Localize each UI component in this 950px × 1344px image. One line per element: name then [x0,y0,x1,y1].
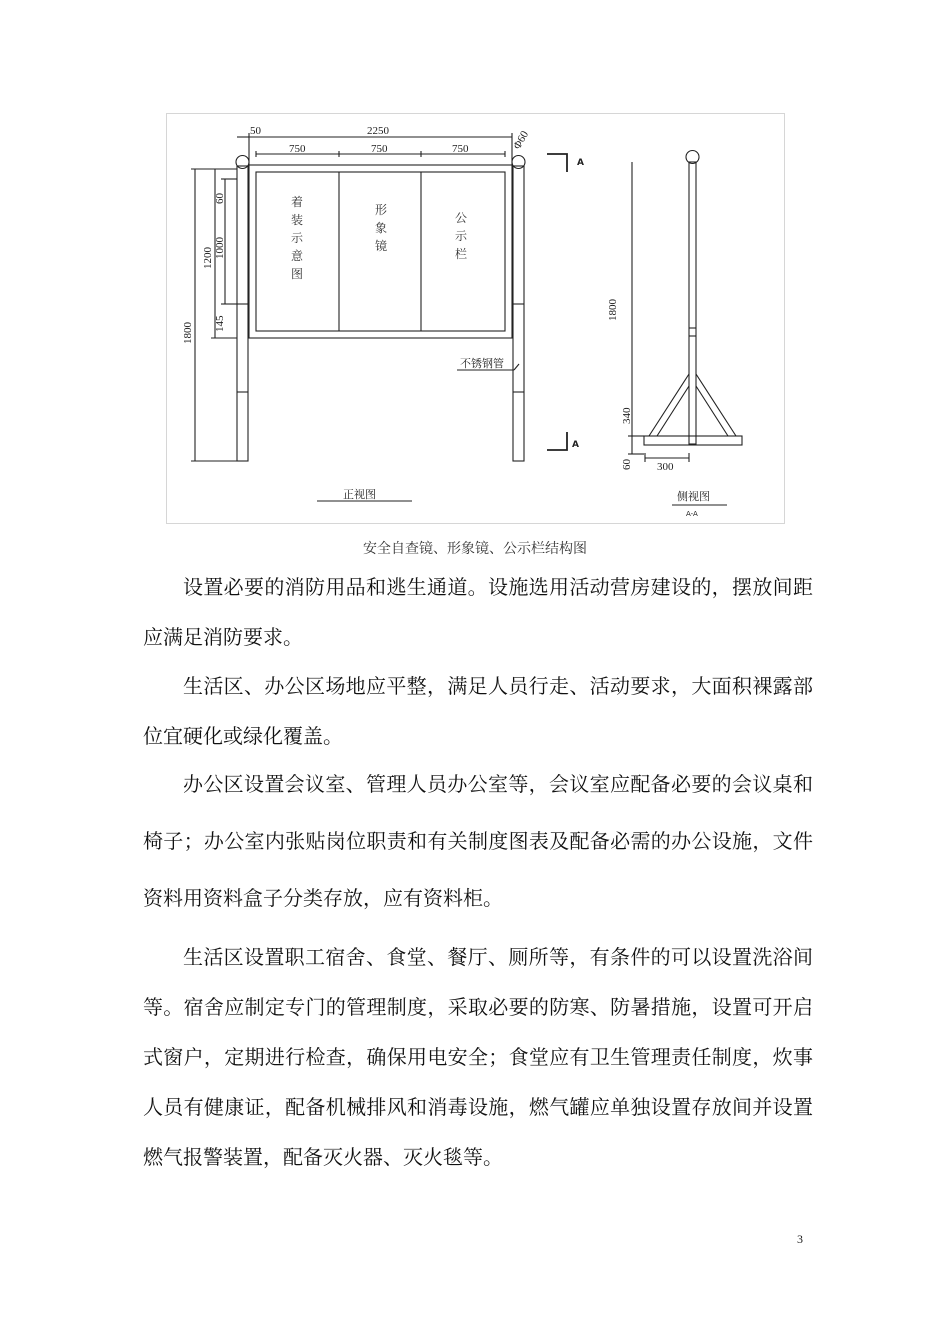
dim-base-half-width: 300 [657,461,674,473]
right-post [513,166,524,461]
dim-post-width: 50 [250,125,261,137]
dim-base-height: 60 [621,459,633,470]
dim-post-diameter: Φ60 [511,129,532,152]
section-marker-top: A [577,158,584,168]
paragraph-site-ground: 生活区、办公区场地应平整，满足人员行走、活动要求，大面积裸露部位宜硬化或绿化覆盖。 [143,674,813,748]
dim-total-width: 2250 [367,125,389,137]
dim-panel-1: 750 [289,143,306,155]
panel-label-char: 镜 [374,239,388,253]
dim-board-height: 1200 [202,247,214,269]
dim-total-height: 1800 [182,322,194,344]
panel-label-char: 示 [454,229,468,243]
panel-label-char: 公 [454,211,468,225]
panel-label-char: 示 [290,231,304,245]
dim-panel-height: 1000 [214,237,226,259]
material-note: 不锈钢管 [460,357,504,370]
side-view-title: 侧视图 [677,490,710,503]
panel-label-char: 着 [290,195,304,209]
section-marker-bottom: A [572,440,579,450]
front-view-title: 正视图 [343,488,376,501]
panel-label-char: 意 [290,249,304,263]
panel-label-notice [455,211,468,261]
figure-caption: 安全自查镜、形象镜、公示栏结构图 [363,541,587,557]
paragraph-fire-safety: 设置必要的消防用品和逃生通道。设施选用活动营房建设的，摆放间距应满足消防要求。 [143,575,813,649]
left-post [237,166,248,461]
paragraph-office-area: 办公区设置会议室、管理人员办公室等，会议室应配备必要的会议桌和椅子；办公室内张贴岗位职责和有关制度图表及配备必需的办公设施，文件资料用资料盒子分类存放，应有资料柜。 [143,772,813,910]
structure-drawing [166,113,785,524]
panel-label-char: 形 [374,203,388,217]
side-view-subtitle: A-A [686,510,698,518]
panel-label-char: 象 [374,221,388,235]
panel-label-dress [291,195,304,281]
dim-side-height: 1800 [607,299,619,321]
dim-brace-height: 340 [621,407,633,424]
front-view-drawing [191,133,567,501]
panel-label-mirror [375,203,387,253]
dim-bottom-offset: 145 [214,315,226,332]
dim-panel-3: 750 [452,143,469,155]
panel-label-char: 装 [290,213,304,227]
page-number: 3 [797,1232,803,1246]
panel-label-char: 栏 [454,247,468,261]
dim-top-offset: 60 [214,193,226,204]
side-view-drawing [628,151,742,506]
paragraph-living-area: 生活区设置职工宿舍、食堂、餐厅、厕所等，有条件的可以设置洗浴间等。宿舍应制定专门的管理制度，采取必要的防寒、防暑措施，设置可开启式窗户，定期进行检查，确保用电安全；食堂应有卫生管理责任制度，炊事人员有健康证，配备机械排风和消毒设施，燃气罐应单独设置存放间并设置燃气报警装置，配备灭火器、灭火毯等。 [143,945,813,1169]
panel-label-char: 图 [290,267,304,281]
dim-panel-2: 750 [371,143,388,155]
side-post [689,162,696,444]
drawing-canvas [167,114,786,525]
